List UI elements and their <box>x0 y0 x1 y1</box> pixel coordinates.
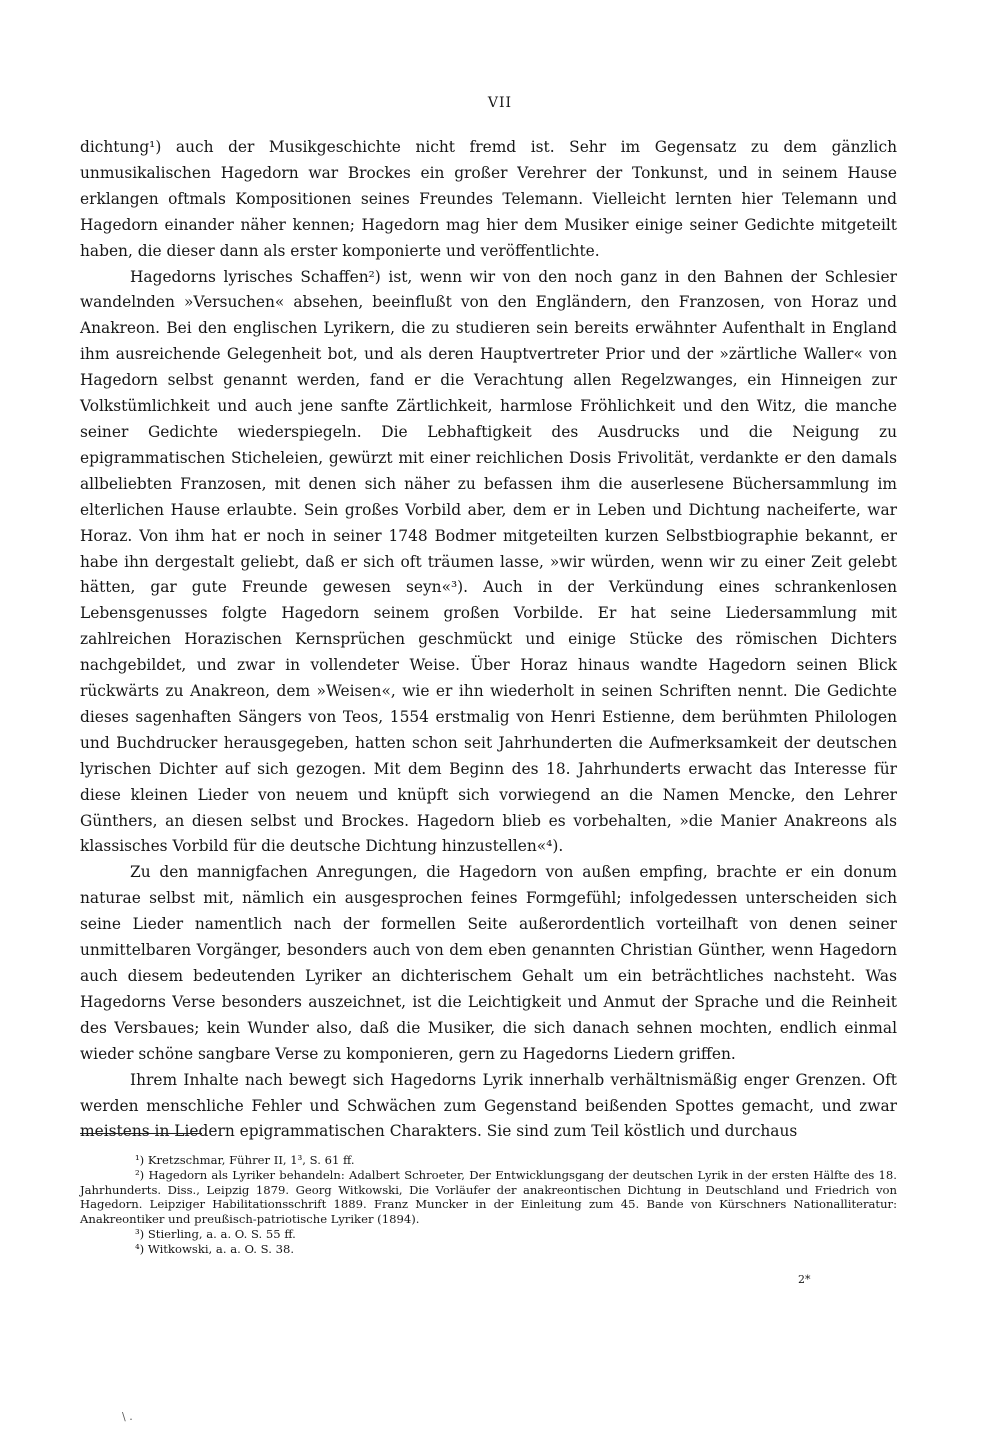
body-text <box>80 135 897 1145</box>
footnote-4: ⁴) Witkowski, a. a. O. S. 38. <box>135 1241 295 1256</box>
printer-signature-mark: 2* <box>798 1273 811 1286</box>
footnote-2: ²) Hagedorn als Lyriker behandeln: Adalbert Schroeter, Der Entwicklungsgang der deutschen Lyrik in der ersten Hälfte des 18. Jahrhunderts. Diss., Leipzig 1879. Georg Witkowski, Die Vorläufer der anakreontischen Dichtung in Deutschland und Friedrich von Hagedorn. Leipziger Habilitationsschrift 1889. Franz Muncker in der Einleitung zum 45. Bande von Kürschners Nationalliteratur: Anakreontiker und preußisch-patriotische Lyriker (1894). <box>80 1167 897 1227</box>
paragraph-1: dichtung¹) auch der Musikgeschichte nicht fremd ist. Sehr im Gegensatz zu dem gänzlich unmusikalischen Hagedorn war Brockes ein großer Verehrer der Tonkunst, und in seinem Hause erklangen oftmals Kompositionen seines Freundes Telemann. Vielleicht lernten hier Telemann und Hagedorn einander näher kennen; Hagedorn mag hier dem Musiker einige seiner Gedichte mitgeteilt haben, die dieser dann als erster komponierte und veröffentlichte. <box>80 138 897 260</box>
footnote-1: ¹) Kretzschmar, Führer II, 1³, S. 61 ff. <box>135 1153 355 1167</box>
paragraph-4: Ihrem Inhalte nach bewegt sich Hagedorns Lyrik innerhalb verhältnismäßig enger Grenzen. Oft werden menschliche Fehler und Schwächen zum Gegenstand beißenden Spottes gemacht, und zwar meistens in Liedern epigrammatischen Charakters. Sie sind zum Teil köstlich und durchaus <box>80 1070 897 1141</box>
stray-ink-mark: \ . <box>122 1410 133 1423</box>
footnotes <box>80 1153 897 1257</box>
page-number: VII <box>487 95 513 111</box>
footnote-divider <box>80 1133 202 1134</box>
paragraph-2: Hagedorns lyrisches Schaffen²) ist, wenn wir von den noch ganz in den Bahnen der Schlesier wandelnden »Versuchen« absehen, beeinflußt von den Engländern, den Franzosen, von Horaz und Anakreon. Bei den englischen Lyrikern, die zu studieren sein bereits erwähnter Aufenthalt in England ihm ausreichende Gelegenheit bot, und als deren Hauptvertreter Prior und der »zärtliche Waller« von Hagedorn selbst genannt werden, fand er die Verachtung allen Regelzwanges, ein Hinneigen zur Volkstümlichkeit und auch jene sanfte Zärtlichkeit, harmlose Fröhlichkeit und den Witz, die manche seiner Gedichte wiederspiegeln. Die Lebhaftigkeit des Ausdrucks und die Neigung zu epigrammatischen Sticheleien, gewürzt mit einer reichlichen Dosis Frivolität, verdankte er den damals allbeliebten Franzosen, mit denen sich näher zu befassen ihm die auserlesene Büchersammlung im elterlichen Hause erlaubte. Sein großes Vorbild aber, dem er in Leben und Dichtung nacheiferte, war Horaz. Von ihm hat er noch in seiner 1748 Bodmer mitgeteilten kurzen Selbstbiographie bekannt, er habe ihn dergestalt geliebt, daß er sich oft träumen lasse, »wir würden, wenn wir zu einer Zeit gelebt hätten, gar gute Freunde gewesen seyn«³). Auch in der Verkündung eines schrankenlosen Lebensgenusses folgte Hagedorn seinem großen Vorbilde. Er hat seine Liedersammlung mit zahlreichen Horazischen Kernsprüchen geschmückt und einige Stücke des römischen Dichters nachgebildet, und zwar in vollendeter Weise. Über Horaz hinaus wandte Hagedorn seinen Blick rückwärts zu Anakreon, dem »Weisen«, wie er ihn wiederholt in seinen Schriften nennt. Die Gedichte dieses sagenhaften Sängers von Teos, 1554 erstmalig von Henri Estienne, dem berühmten Philologen und Buchdrucker herausgegeben, hatten schon seit Jahrhunderten die Aufmerksamkeit der deutschen lyrischen Dichter auf sich gezogen. Mit dem Beginn des 18. Jahrhunderts erwacht das Interesse für diese kleinen Lieder von neuem und knüpft sich vorwiegend an die Namen Mencke, den Lehrer Günthers, an diesen selbst und Brockes. Hagedorn blieb es vorbehalten, »die Manier Anakreons als klassisches Vorbild für die deutsche Dichtung hinzustellen«⁴). <box>80 267 897 856</box>
paragraph-3: Zu den mannigfachen Anregungen, die Hagedorn von außen empfing, brachte er ein donum naturae selbst mit, nämlich ein ausgesprochen feines Formgefühl; infolgedessen unterscheiden sich seine Lieder namentlich nach der formellen Seite außerordentlich vorteilhaft von denen seiner unmittelbaren Vorgänger, besonders auch von dem eben genannten Christian Günther, wenn Hagedorn auch diesem bedeutenden Lyriker an dichterischem Gehalt um ein beträchtliches nachsteht. Was Hagedorns Verse besonders auszeichnet, ist die Leichtigkeit und Anmut der Sprache und die Reinheit des Versbaues; kein Wunder also, daß die Musiker, die sich danach sehnen mochten, endlich einmal wieder schöne sangbare Verse zu komponieren, gern zu Hagedorns Liedern griffen. <box>80 863 897 1063</box>
footnote-3: ³) Stierling, a. a. O. S. 55 ff. <box>135 1226 296 1241</box>
